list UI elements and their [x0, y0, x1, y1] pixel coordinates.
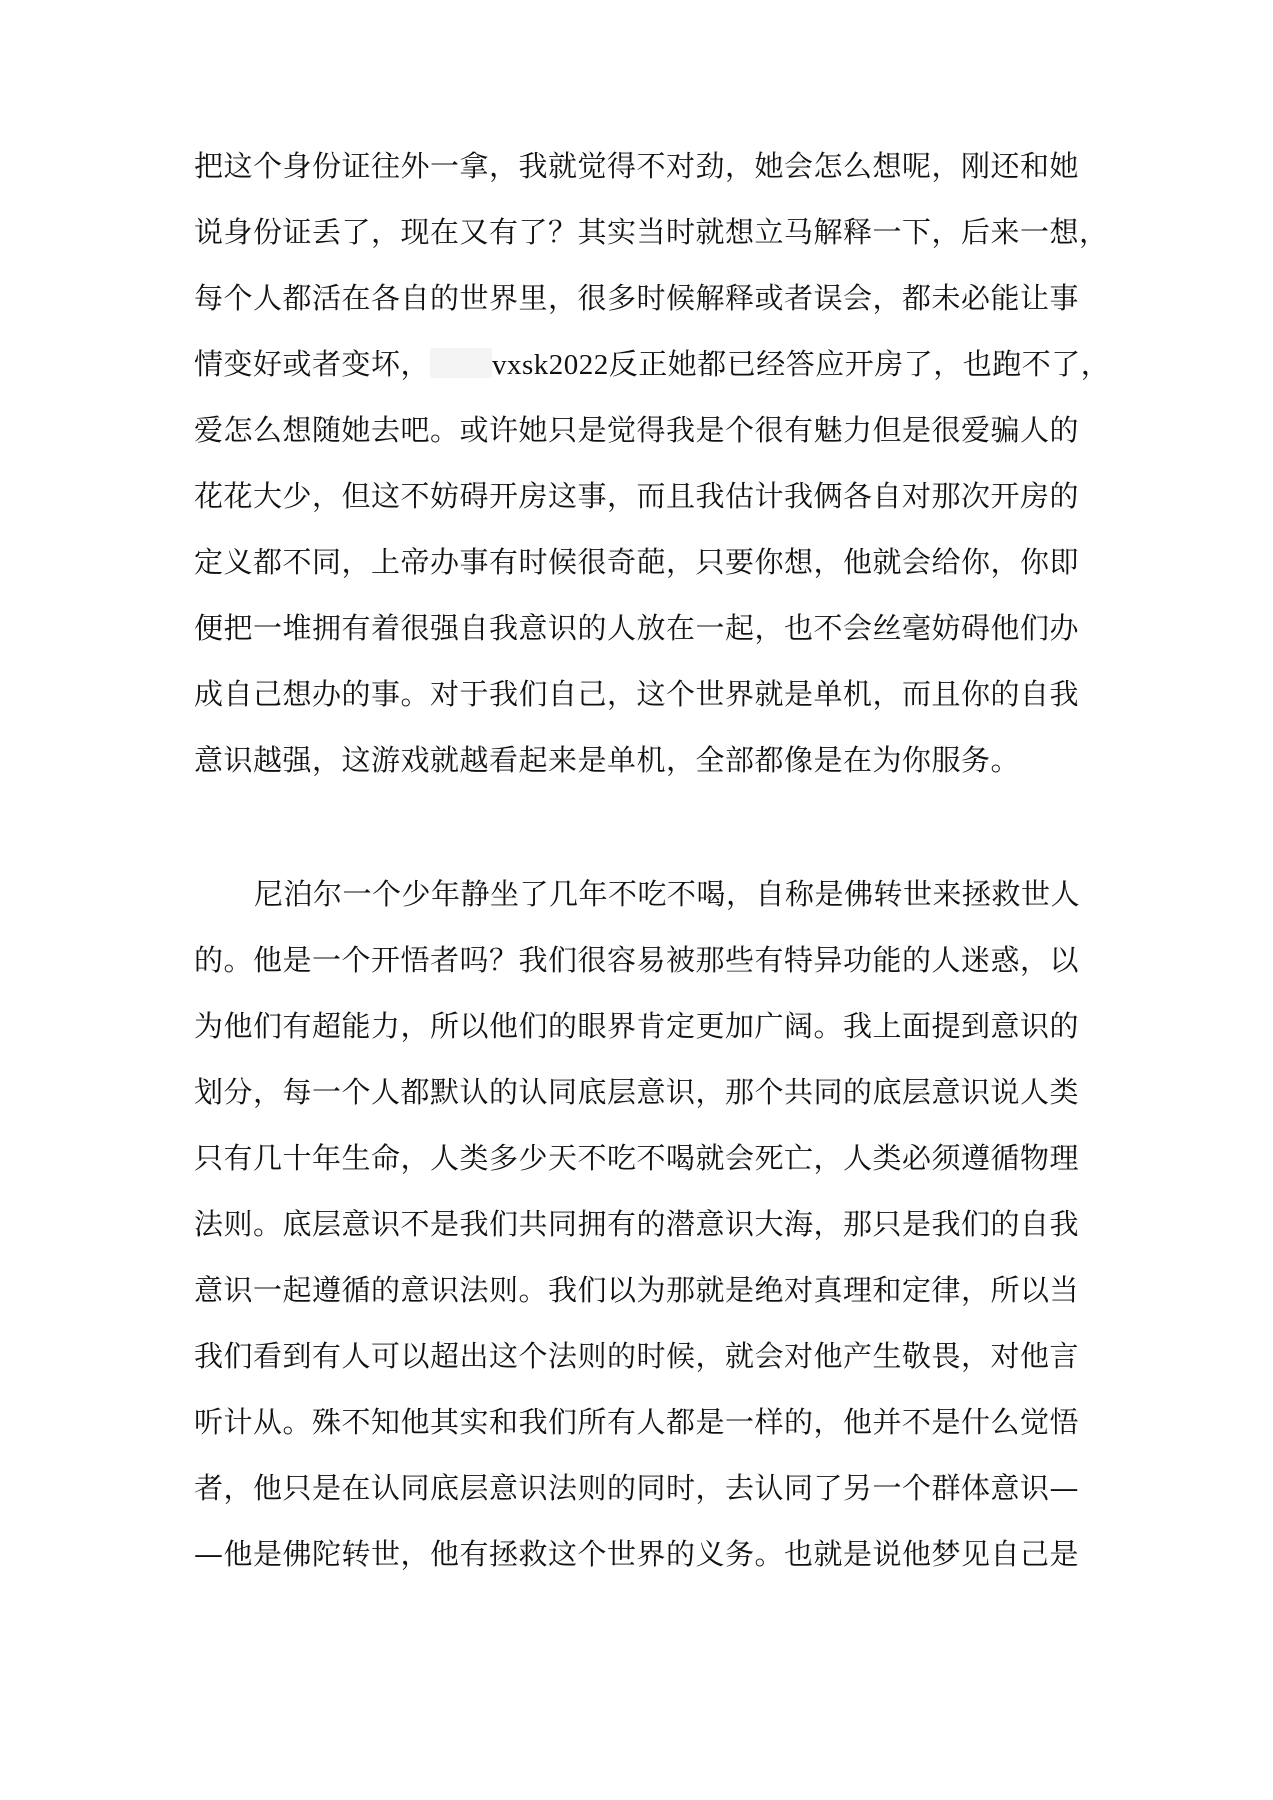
- text-line: 花花大少，但这不妨碍开房这事，而且我估计我俩各自对那次开房的: [194, 479, 1080, 513]
- text-line: 听计从。殊不知他其实和我们所有人都是一样的，他并不是什么觉悟: [194, 1405, 1080, 1439]
- text-line: [194, 344, 1111, 385]
- text-line: 成自己想办的事。对于我们自己，这个世界就是单机，而且你的自我: [194, 677, 1080, 711]
- text-line: 只有几十年生命，人类多少天不吃不喝就会死亡，人类必须遵循物理: [194, 1141, 1080, 1175]
- text-line: 者，他只是在认同底层意识法则的同时，去认同了另一个群体意识—: [194, 1471, 1080, 1505]
- text-line: 划分，每一个人都默认的认同底层意识，那个共同的底层意识说人类: [194, 1075, 1080, 1109]
- text-line: 意识一起遵循的意识法则。我们以为那就是绝对真理和定律，所以当: [194, 1273, 1080, 1307]
- text-line: —他是佛陀转世，他有拯救这个世界的义务。也就是说他梦见自己是: [194, 1537, 1080, 1571]
- text-line: 说身份证丢了，现在又有了？其实当时就想立马解释一下，后来一想，: [194, 215, 1109, 249]
- text-line: 把这个身份证往外一拿，我就觉得不对劲，她会怎么想呢，刚还和她: [194, 149, 1080, 183]
- text-line-rest: vxsk2022反正她都已经答应开房了，也跑不了，: [492, 349, 1111, 381]
- text-line: 尼泊尔一个少年静坐了几年不吃不喝，自称是佛转世来拯救世人: [254, 877, 1081, 911]
- text-line-start: 情变好或者变坏，: [194, 347, 431, 381]
- text-line: 法则。底层意识不是我们共同拥有的潜意识大海，那只是我们的自我: [194, 1207, 1080, 1241]
- obscured-text-mark: [430, 348, 492, 378]
- text-line: 定义都不同，上帝办事有时候很奇葩，只要你想，他就会给你，你即: [194, 545, 1080, 579]
- text-line: 的。他是一个开悟者吗？我们很容易被那些有特异功能的人迷惑，以: [194, 943, 1080, 977]
- text-line: 为他们有超能力，所以他们的眼界肯定更加广阔。我上面提到意识的: [194, 1009, 1080, 1043]
- text-line: 爱怎么想随她去吧。或许她只是觉得我是个很有魅力但是很爱骗人的: [194, 413, 1080, 447]
- text-line: 便把一堆拥有着很强自我意识的人放在一起，也不会丝毫妨碍他们办: [194, 611, 1080, 645]
- text-line: 每个人都活在各自的世界里，很多时候解释或者误会，都未必能让事: [194, 281, 1080, 315]
- text-line: 我们看到有人可以超出这个法则的时候，就会对他产生敬畏，对他言: [194, 1339, 1080, 1373]
- text-line: 意识越强，这游戏就越看起来是单机，全部都像是在为你服务。: [194, 743, 1021, 777]
